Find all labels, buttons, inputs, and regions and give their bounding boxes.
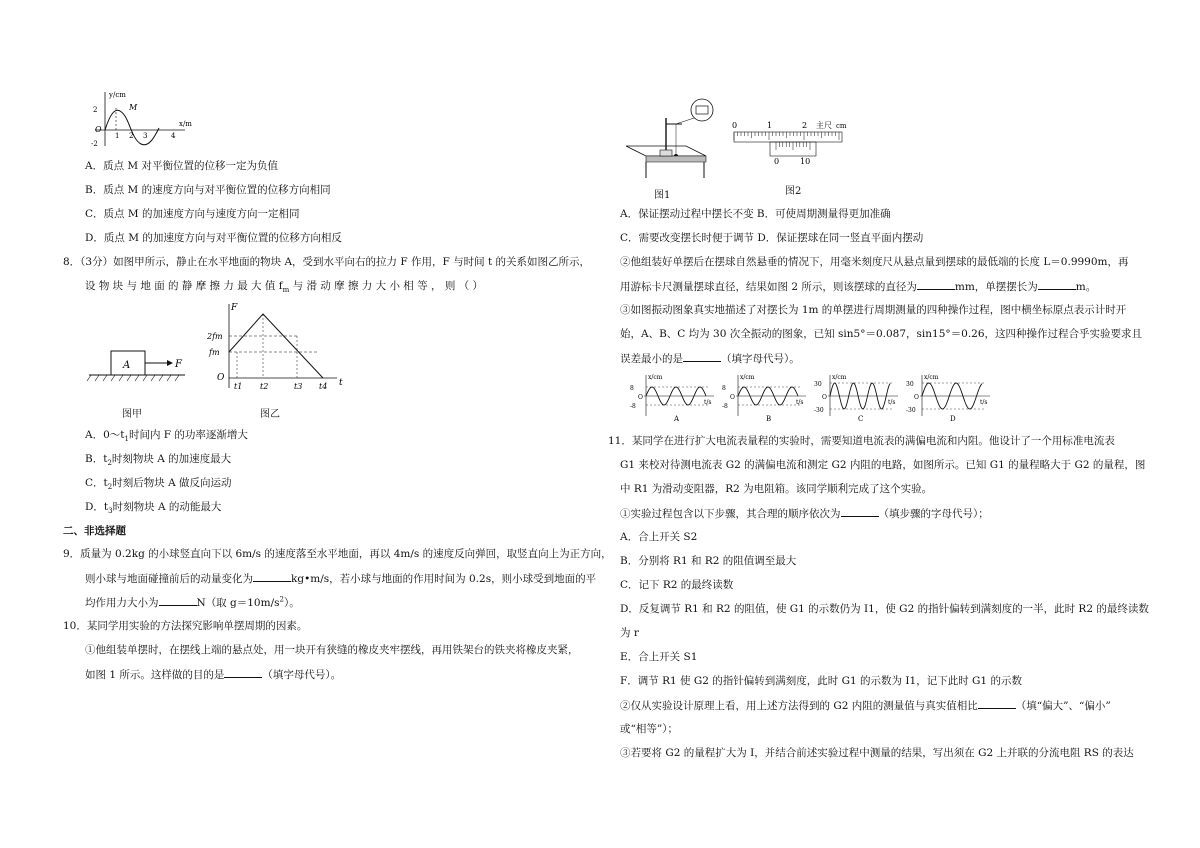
q10-choice-blank[interactable] bbox=[683, 351, 721, 362]
osc-t-label: t/s bbox=[704, 399, 712, 406]
ruler-main-label: 主尺 bbox=[816, 121, 832, 130]
q9-blank-2[interactable] bbox=[159, 595, 197, 606]
wave-origin: O bbox=[95, 125, 102, 134]
q11-step-c: C．记下 R2 的最终读数 bbox=[620, 579, 734, 591]
fig2-caption: 图2 bbox=[785, 186, 802, 197]
osc-origin: O bbox=[914, 394, 919, 401]
osc-graph-label: D bbox=[950, 415, 956, 422]
osc-amp-label: -8 bbox=[630, 403, 636, 410]
q10-options-row2: C．需要改变摆长时便于调节 D．保证摆球在同一竖直平面内摆动 bbox=[620, 232, 924, 244]
q9-line3: 均作用力大小为 N（取 $g=10m/s^2$）。 bbox=[85, 595, 300, 609]
graph-x-tick: t1 bbox=[234, 382, 243, 391]
osc-y-label: x/cm bbox=[740, 374, 755, 381]
osc-amp-label: 8 bbox=[722, 385, 726, 392]
q11-line2: G1 来校对待测电流表 G2 的满偏电流和测定 G2 内阻的电路，如图所示。已知 G1 的量程略大于 G2 的量程，图 bbox=[620, 459, 1146, 471]
force-label: F bbox=[175, 359, 182, 370]
q10-line2: ①他组装单摆时，在摆线上端的悬点处，用一块开有狭缝的橡皮夹牢摆线，再用铁架台的铁夹将橡皮夹紧， bbox=[85, 644, 579, 656]
osc-t-label: t/s bbox=[888, 399, 896, 406]
graph-y-label: F bbox=[231, 303, 238, 313]
osc-amp-label: 30 bbox=[814, 381, 822, 388]
q11-compare-blank[interactable] bbox=[978, 698, 1016, 709]
q9-line2: 则小球与地面碰撞前后的动量变化为 kg•m/s，若小球与地面的作用时间为 0.2s，则小球受到地面的平 bbox=[85, 573, 597, 585]
ruler-main-tick: 0 bbox=[732, 121, 738, 130]
osc-t-label: t/s bbox=[796, 399, 804, 406]
section-heading: 二、非选择题 bbox=[63, 525, 126, 537]
ruler-main-tick: 1 bbox=[767, 121, 773, 130]
osc-graph-label: B bbox=[766, 415, 772, 422]
q11-step-d-cont: 为 r bbox=[620, 627, 639, 639]
osc-origin: O bbox=[822, 394, 827, 401]
graph-x-tick: t3 bbox=[294, 382, 303, 391]
ruler-unit: cm bbox=[836, 122, 847, 130]
osc-amp-label: 30 bbox=[906, 381, 914, 388]
osc-y-label: x/cm bbox=[648, 374, 663, 381]
fig-jia-caption: 图甲 bbox=[122, 409, 142, 420]
q11-line3: 中 R1 为滑动变阻器，R2 为电阻箱。该同学顺利完成了这个实验。 bbox=[620, 483, 933, 495]
wave-y-tick: 2 bbox=[93, 106, 98, 114]
wave-x-tick: 1 bbox=[115, 132, 120, 140]
q10-line3: 如图 1 所示。这样做的目的是 （填字母代号）。 bbox=[85, 669, 342, 681]
osc-amp-label: 8 bbox=[630, 385, 634, 392]
q9-line1: 9．质量为 0.2kg 的小球竖直向下以 6m/s 的速度落至水平地面，再以 4m/s 的速度反向弹回，取竖直向上为正方向， bbox=[63, 548, 612, 560]
q10-options-row1: A．保证摆动过程中摆长不变 B．可使周期测量得更加准确 bbox=[620, 208, 891, 220]
q11-step-b: B．分别将 R1 和 R2 的阻值调至最大 bbox=[620, 555, 797, 567]
q11-step-a: A．合上开关 S2 bbox=[620, 531, 698, 543]
osc-y-label: x/cm bbox=[832, 374, 847, 381]
q10-blank-1[interactable] bbox=[224, 667, 262, 678]
oscillation-graph bbox=[630, 372, 718, 422]
osc-graph-label: A bbox=[674, 415, 680, 422]
oscillation-graph bbox=[722, 372, 810, 422]
fig1-caption: 图1 bbox=[654, 190, 671, 201]
vernier-caliper-figure bbox=[730, 116, 850, 176]
wave-x-tick: 2 bbox=[129, 132, 134, 140]
wave-figure bbox=[85, 88, 195, 150]
block-label: A bbox=[123, 360, 131, 371]
ruler-main-tick: 2 bbox=[802, 121, 808, 130]
pendulum-apparatus-figure bbox=[624, 98, 724, 182]
block-figure bbox=[85, 345, 195, 385]
q11-order-blank[interactable] bbox=[841, 506, 879, 517]
q7-option-c: C．质点 M 的加速度方向与速度方向一定相同 bbox=[85, 208, 300, 220]
q8-option-a: A．$0\sim t_1$时间内 F 的功率逐渐增大 bbox=[85, 429, 248, 444]
osc-amp-label: -30 bbox=[906, 407, 916, 414]
osc-origin: O bbox=[638, 394, 643, 401]
ruler-vernier-tick: 0 bbox=[774, 157, 780, 166]
osc-t-label: t/s bbox=[980, 399, 988, 406]
q10-line1: 10．某同学用实验的方法探究影响单摆周期的因素。 bbox=[63, 620, 308, 632]
q10-part3-line1: ③如图振动图象真实地描述了对摆长为 1m 的单摆进行周期测量的四种操作过程，图中横坐标原点表示计时开 bbox=[620, 304, 1127, 316]
q7-option-b: B．质点 M 的速度方向与对平衡位置的位移方向相同 bbox=[85, 184, 331, 196]
q11-part2-line1: ②仅从实验设计原理上看，用上述方法得到的 G2 内阻的测量值与真实值相比 （填“偏大”、“偏小” bbox=[620, 700, 1111, 712]
fig-yi-caption: 图乙 bbox=[260, 409, 280, 420]
ruler-vernier-tick: 10 bbox=[800, 157, 811, 166]
q10-length-blank[interactable] bbox=[1038, 279, 1076, 290]
oscillation-graph bbox=[814, 372, 902, 422]
q7-option-a: A．质点 M 对平衡位置的位移一定为负值 bbox=[85, 160, 279, 172]
q8-stem-line1: 8．（3分）如图甲所示，静止在水平地面的物块 A，受到水平向右的拉力 F 作用，F 与时间 t 的关系如图乙所示， bbox=[63, 256, 591, 268]
wave-y-tick: -2 bbox=[91, 140, 98, 148]
wave-y-label: y/cm bbox=[109, 91, 126, 99]
q10-part3-line2: 始，A、B、C 均为 30 次全振动的图象，已知 sin5°＝0.087，sin15°＝0.26，这四种操作过程合乎实验要求且 bbox=[620, 328, 1143, 340]
osc-y-label: x/cm bbox=[924, 374, 939, 381]
graph-y-tick: fm bbox=[209, 348, 220, 357]
wave-point-label: M bbox=[129, 103, 138, 112]
q10-part3-line3: 误差最小的是 （填字母代号）。 bbox=[620, 353, 800, 365]
q10-part2-line2: 用游标卡尺测量摆球直径，结果如图 2 所示，则该摆球的直径为 mm，单摆摆长为 m。 bbox=[620, 281, 1097, 293]
force-time-graph bbox=[207, 300, 347, 392]
wave-x-tick: 4 bbox=[171, 132, 176, 140]
q11-line4: ①实验过程包含以下步骤，其合理的顺序依次为 （填步骤的字母代号）； bbox=[620, 508, 989, 520]
q11-step-f: F．调节 R1 使 G2 的指针偏转到满刻度，此时 G1 的示数为 I1，记下此时 G1 的示数 bbox=[620, 675, 1022, 687]
q10-part2-line1: ②他组装好单摆后在摆球自然悬垂的情况下，用毫米刻度尺从悬点量到摆球的最低端的长度 L＝0.9990m，再 bbox=[620, 256, 1129, 268]
q11-line1: 11．某同学在进行扩大电流表量程的实验时，需要知道电流表的满偏电流和内阻。他设计了一个用标准电流表 bbox=[608, 435, 1115, 447]
q7-option-d: D．质点 M 的加速度方向与对平衡位置的位移方向相反 bbox=[85, 232, 342, 244]
q8-option-c: C．$t_2$时刻后物块 A 做反向运动 bbox=[85, 477, 232, 492]
q8-option-b: B．$t_2$时刻物块 A 的加速度最大 bbox=[85, 453, 232, 468]
q10-diameter-blank[interactable] bbox=[917, 279, 955, 290]
osc-amp-label: -8 bbox=[722, 403, 728, 410]
q11-part2-line2: 或“相等”）； bbox=[620, 723, 678, 735]
q11-part3-line1: ③若要将 G2 的量程扩大为 I，并结合前述实验过程中测量的结果，写出须在 G2 上并联的分流电阻 RS 的表达 bbox=[620, 747, 1134, 759]
graph-x-label: t bbox=[339, 378, 343, 388]
q9-blank-1[interactable] bbox=[253, 571, 291, 582]
q8-stem-line2: 设 物 块 与 地 面 的 静 摩 擦 力 最 大 值 $f_m$ 与 滑 动 摩 擦 力 大 小 相 等 ， 则 （ ） bbox=[85, 280, 483, 295]
oscillation-graph bbox=[906, 372, 994, 422]
wave-x-tick: 3 bbox=[143, 132, 148, 140]
osc-origin: O bbox=[730, 394, 735, 401]
wave-x-label: x/m bbox=[179, 120, 192, 128]
graph-x-tick: t4 bbox=[319, 382, 328, 391]
graph-x-tick: t2 bbox=[260, 382, 269, 391]
graph-y-tick: 2fm bbox=[207, 332, 223, 341]
graph-origin: O bbox=[217, 373, 225, 383]
osc-amp-label: -30 bbox=[814, 407, 824, 414]
oscillation-graphs bbox=[630, 372, 990, 424]
q8-option-d: D．$t_3$时刻物块 A 的动能最大 bbox=[85, 501, 222, 516]
osc-graph-label: C bbox=[858, 415, 864, 422]
q11-step-d: D．反复调节 R1 和 R2 的阻值，使 G1 的示数仍为 I1，使 G2 的指针偏转到满刻度的一半，此时 R2 的最终读数 bbox=[620, 603, 1149, 615]
q11-step-e: E．合上开关 S1 bbox=[620, 651, 698, 663]
